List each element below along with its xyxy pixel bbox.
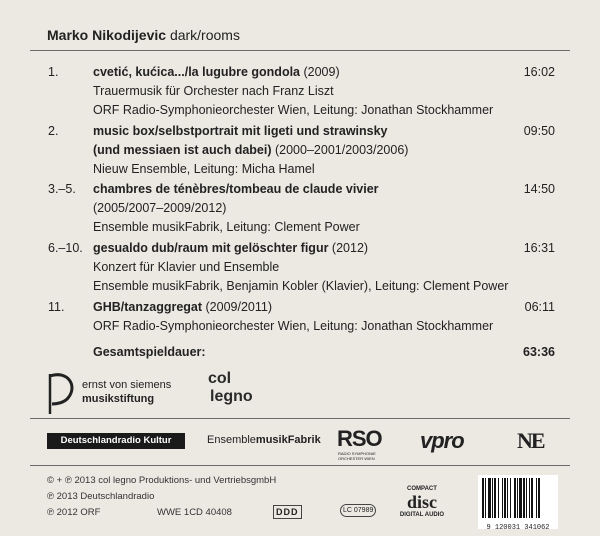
- footer-divider: [30, 465, 570, 466]
- vpro-logo: vpro: [420, 428, 464, 453]
- composer-name: Marko Nikodijevic: [47, 27, 167, 43]
- track-number: 2.: [48, 124, 59, 138]
- cd-top: COMPACT: [407, 486, 437, 492]
- barcode-number: 9 120031 341062: [486, 524, 550, 532]
- siemens-sub: musikstiftung: [82, 393, 155, 405]
- total-duration: 63:36: [523, 345, 555, 359]
- track-duration: 06:11: [524, 300, 555, 314]
- copyright-line: ℗ 2013 Deutschlandradio: [47, 491, 155, 502]
- track-year: (2009): [300, 65, 340, 79]
- track-title-cont: (und messiaen ist auch dabei): [93, 143, 272, 157]
- track-title: chambres de ténèbres/tombeau de claude vivier: [93, 182, 379, 196]
- siemens-name: ernst von siemens: [82, 379, 172, 391]
- album-title: dark/rooms: [169, 27, 240, 43]
- deutschlandradio-logo: Deutschlandradio Kultur: [47, 433, 185, 449]
- track-year: (2000–2001/2003/2006): [271, 143, 409, 157]
- rso-subtitle: RADIO SYMPHONIE ORCHESTER WIEN: [338, 451, 376, 461]
- logo-divider: [30, 418, 570, 419]
- track-duration: 14:50: [523, 182, 555, 196]
- track-detail: Nieuw Ensemble, Leitung: Micha Hamel: [93, 162, 315, 176]
- track-duration: 16:02: [523, 65, 555, 79]
- barcode: [478, 475, 558, 532]
- track-duration: 16:31: [523, 241, 555, 255]
- musikfabrik-a: Ensemble: [207, 434, 256, 446]
- track-detail: Konzert für Klavier und Ensemble: [93, 260, 280, 274]
- copyright-line: ℗ 2012 ORF: [47, 507, 101, 518]
- col-legno-line1: col: [208, 370, 232, 387]
- track-number: 11.: [48, 300, 65, 314]
- track-title: music box/selbstportrait mit ligeti und strawinsky: [93, 124, 388, 138]
- siemens-logo-icon: [44, 370, 84, 416]
- track-title: GHB/tanzaggregat: [93, 300, 203, 314]
- ne-logo: NE: [517, 428, 544, 453]
- musikfabrik-b: musikFabrik: [255, 434, 321, 446]
- cd-mid: disc: [406, 492, 437, 512]
- col-legno-line2: legno: [210, 388, 253, 405]
- ddd-badge: DDD: [273, 505, 302, 519]
- track-year: (2009/2011): [202, 300, 273, 314]
- track-duration: 09:50: [523, 124, 555, 138]
- label-code-badge: LC 07989: [340, 504, 376, 517]
- track-number: 6.–10.: [48, 241, 83, 255]
- track-detail: Ensemble musikFabrik, Benjamin Kobler (Klavier), Leitung: Clement Power: [93, 279, 509, 293]
- track-detail: Trauermusik für Orchester nach Franz Liszt: [93, 84, 334, 98]
- siemens-logo: [82, 378, 171, 406]
- track-title: cvetić, kućica.../la lugubre gondola: [93, 65, 301, 79]
- track-detail: (2005/2007–2009/2012): [93, 201, 227, 215]
- track-number: 3.–5.: [48, 182, 76, 196]
- rso-logo: RSO: [337, 426, 382, 451]
- track-title: gesualdo dub/raum mit gelöschter figur: [93, 241, 329, 255]
- total-label: Gesamtspieldauer:: [93, 345, 206, 359]
- header-divider: [30, 50, 570, 51]
- album-header: [47, 27, 240, 43]
- barcode-bars-icon: [478, 475, 558, 519]
- track-year: (2012): [328, 241, 369, 255]
- catalog-number: WWE 1CD 40408: [157, 507, 232, 518]
- compact-disc-logo: [398, 484, 446, 520]
- track-number: 1.: [48, 65, 59, 79]
- col-legno-logo: [208, 370, 253, 406]
- track-detail: ORF Radio-Symphonieorchester Wien, Leitung: Jonathan Stockhammer: [93, 103, 494, 117]
- cd-bot: DIGITAL AUDIO: [399, 512, 445, 518]
- musikfabrik-logo: [207, 434, 321, 446]
- track-detail: ORF Radio-Symphonieorchester Wien, Leitung: Jonathan Stockhammer: [93, 319, 494, 333]
- copyright-line: © + ℗ 2013 col legno Produktions- und VertriebsgmbH: [47, 475, 277, 486]
- track-detail: Ensemble musikFabrik, Leitung: Clement Power: [93, 220, 360, 234]
